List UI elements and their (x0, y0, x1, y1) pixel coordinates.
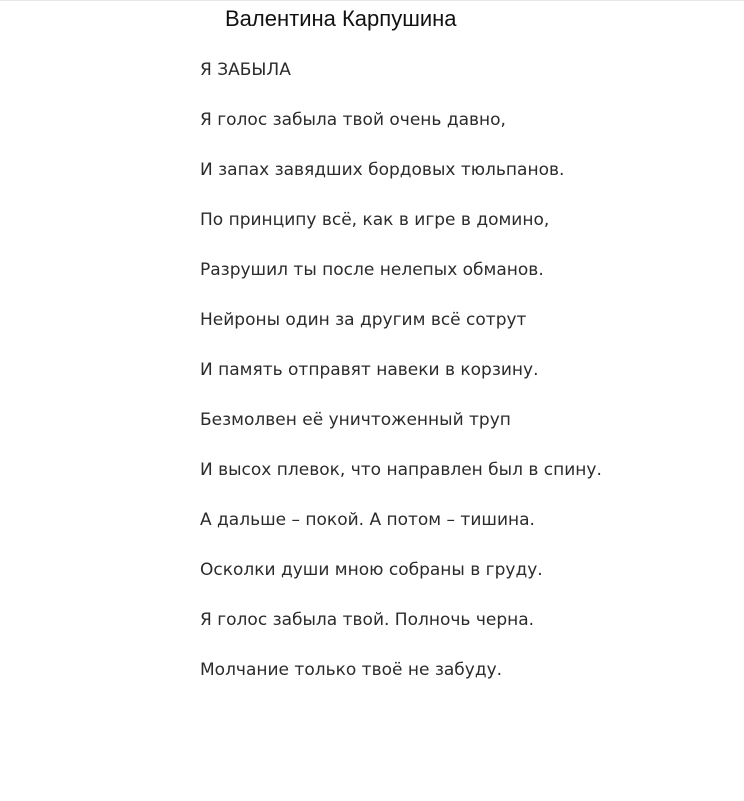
poem-lines (200, 104, 602, 686)
poem-line: По принципу всё, как в игре в домино, (200, 210, 550, 230)
poem-line: Молчание только твоё не забуду. (200, 660, 503, 680)
poem-line: Нейроны один за другим всё сотрут (200, 310, 527, 330)
poem-line: Осколки души мною собраны в груду. (200, 560, 543, 580)
poem-line: И высох плевок, что направлен был в спину. (200, 460, 602, 480)
author-name: Валентина Карпушина (225, 6, 457, 31)
poem-line: Безмолвен её уничтоженный труп (200, 410, 511, 430)
poem-line: И запах завядших бордовых тюльпанов. (200, 160, 565, 180)
poem-line: И память отправят навеки в корзину. (200, 360, 539, 380)
poem (200, 54, 602, 704)
top-divider (0, 0, 744, 1)
poem-line: Я голос забыла твой. Полночь черна. (200, 610, 535, 630)
poem-line: А дальше – покой. А потом – тишина. (200, 510, 535, 530)
poem-line: Я голос забыла твой очень давно, (200, 110, 506, 130)
poem-title: Я ЗАБЫЛА (200, 60, 291, 80)
poem-line: Разрушил ты после нелепых обманов. (200, 260, 544, 280)
